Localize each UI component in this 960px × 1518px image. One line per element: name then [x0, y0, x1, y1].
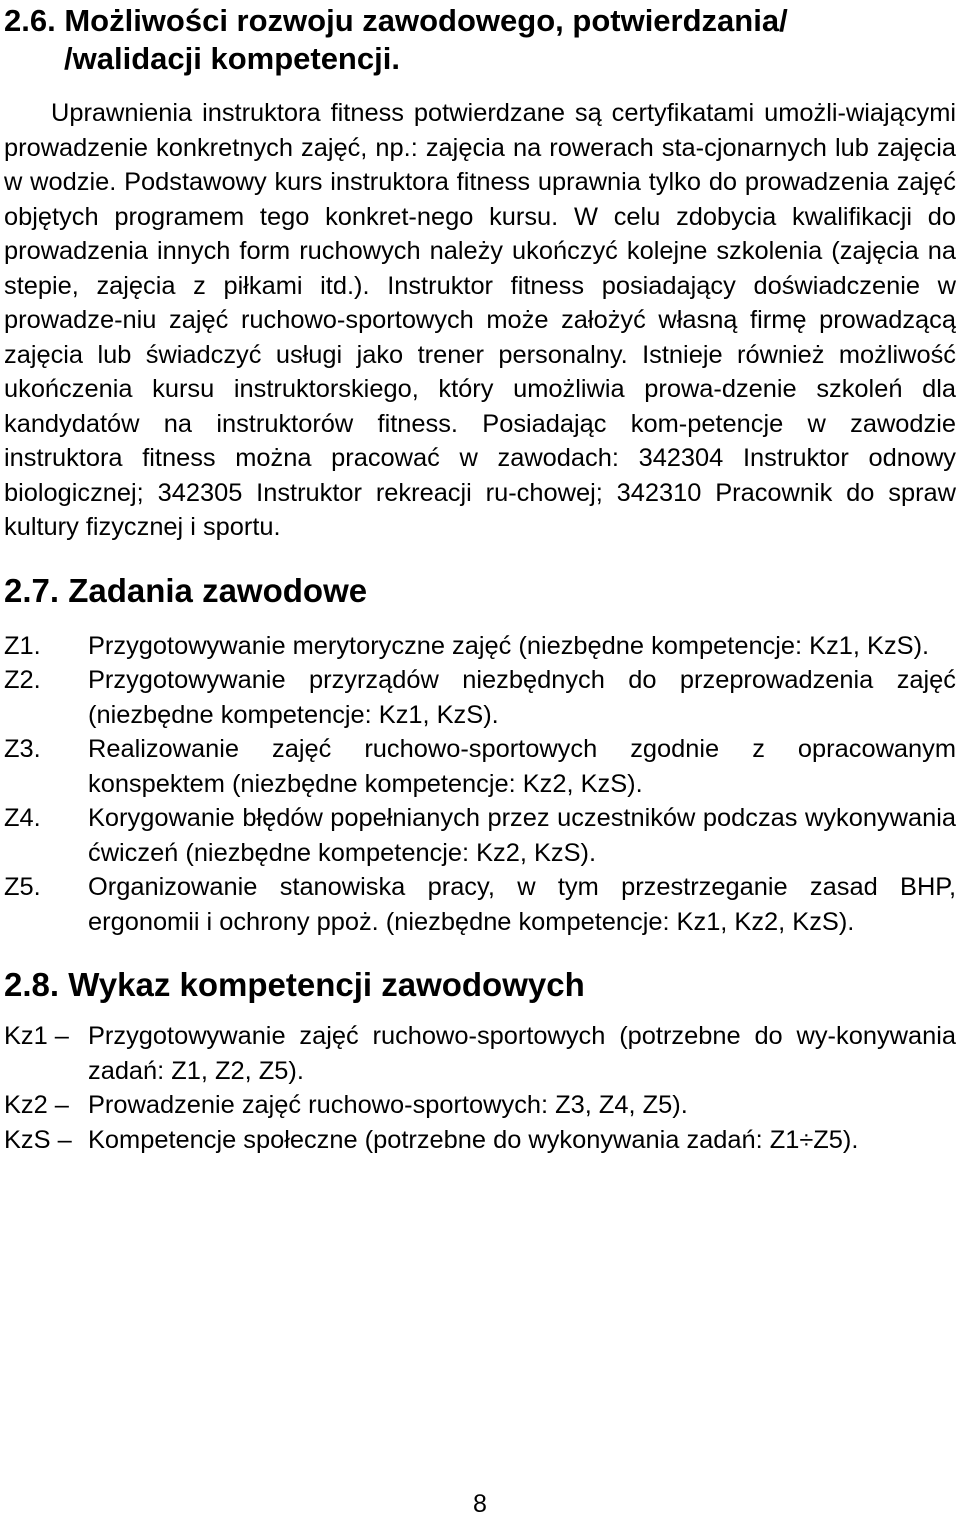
section-2-8-heading: 2.8. Wykaz kompetencji zawodowych [4, 966, 585, 1003]
competence-text: Przygotowywanie zajęć ruchowo-sportowych (potrzebne do wy-konywania zadań: Z1, Z2, Z5). [88, 1022, 956, 1085]
competence-text: Kompetencje społeczne (potrzebne do wykonywania zadań: Z1÷Z5). [88, 1125, 859, 1154]
competence-code: Kz2 – [4, 1091, 69, 1119]
competence-code: KzS – [4, 1125, 72, 1154]
task-text: Organizowanie stanowiska pracy, w tym przestrzeganie zasad BHP, ergonomii i ochrony ppoż. (niezbędne kompetencje: Kz1, Kz2, KzS). [88, 873, 956, 936]
task-text: Przygotowywanie merytoryczne zajęć (niezbędne kompetencje: Kz1, KzS). [88, 631, 930, 660]
document-page [4, 0, 956, 1157]
task-item [4, 732, 956, 801]
task-code: Z3. [4, 735, 41, 763]
task-text: Realizowanie zajęć ruchowo-sportowych zgodnie z opracowanym konspektem (niezbędne kompetencje: Kz2, KzS). [88, 735, 956, 798]
section-2-6-heading [4, 0, 956, 78]
competence-item [4, 1123, 956, 1158]
competence-text: Prowadzenie zajęć ruchowo-sportowych: Z3, Z4, Z5). [88, 1091, 688, 1119]
task-code: Z4. [4, 804, 41, 832]
competence-item [4, 1088, 956, 1123]
section-2-6-heading-line1: 2.6. Możliwości rozwoju zawodowego, potwierdzania/ [4, 3, 788, 38]
section-2-6-heading-line2: /walidacji kompetencji. [64, 41, 400, 76]
task-code: Z5. [4, 873, 41, 901]
task-list [4, 629, 956, 940]
task-item [4, 629, 956, 664]
competence-code: Kz1 – [4, 1022, 69, 1050]
page-number: 8 [473, 1490, 487, 1518]
task-text: Przygotowywanie przyrządów niezbędnych do przeprowadzenia zajęć (niezbędne kompetencje: Kz1, KzS). [88, 666, 956, 729]
task-item [4, 801, 956, 870]
task-item [4, 663, 956, 732]
task-text: Korygowanie błędów popełnianych przez uczestników podczas wykonywania ćwiczeń (niezbędne kompetencje: Kz2, KzS). [88, 804, 956, 867]
task-code: Z1. [4, 631, 41, 660]
task-code: Z2. [4, 666, 41, 694]
competence-list [4, 1019, 956, 1157]
competence-item [4, 1019, 956, 1088]
section-2-7-heading: 2.7. Zadania zawodowe [4, 571, 368, 609]
task-item [4, 870, 956, 939]
section-2-6-paragraph: Uprawnienia instruktora fitness potwierdzane są certyfikatami umożli-wiającymi prowadzenie konkretnych zajęć, np.: zajęcia na rowerach sta-cjonarnych lub zajęcia w wodzie. Podstawowy kurs instruktora fitness uprawnia tylko do prowadzenia zajęć objętych programem tego konkret-nego kursu. W celu zdobycia kwalifikacji do prowadzenia innych form ruchowych należy ukończyć kolejne szkolenia (zajęcia na stepie, zajęcia z piłkami itd.). Instruktor fitness posiadający doświadczenie w prowadze-niu zajęć ruchowo-sportowych może założyć własną firmę prowadzącą zajęcia lub świadczyć usługi jako trener personalny. Istnieje również możliwość ukończenia kursu instruktorskiego, który umożliwia prowa-dzenie szkoleń dla kandydatów na instruktorów fitness. Posiadając kom-petencje w zawodzie instruktora fitness można pracować w zawodach: 342304 Instruktor odnowy biologicznej; 342305 Instruktor rekreacji ru-chowej; 342310 Pracownik do spraw kultury fizycznej i sportu. [4, 99, 956, 541]
